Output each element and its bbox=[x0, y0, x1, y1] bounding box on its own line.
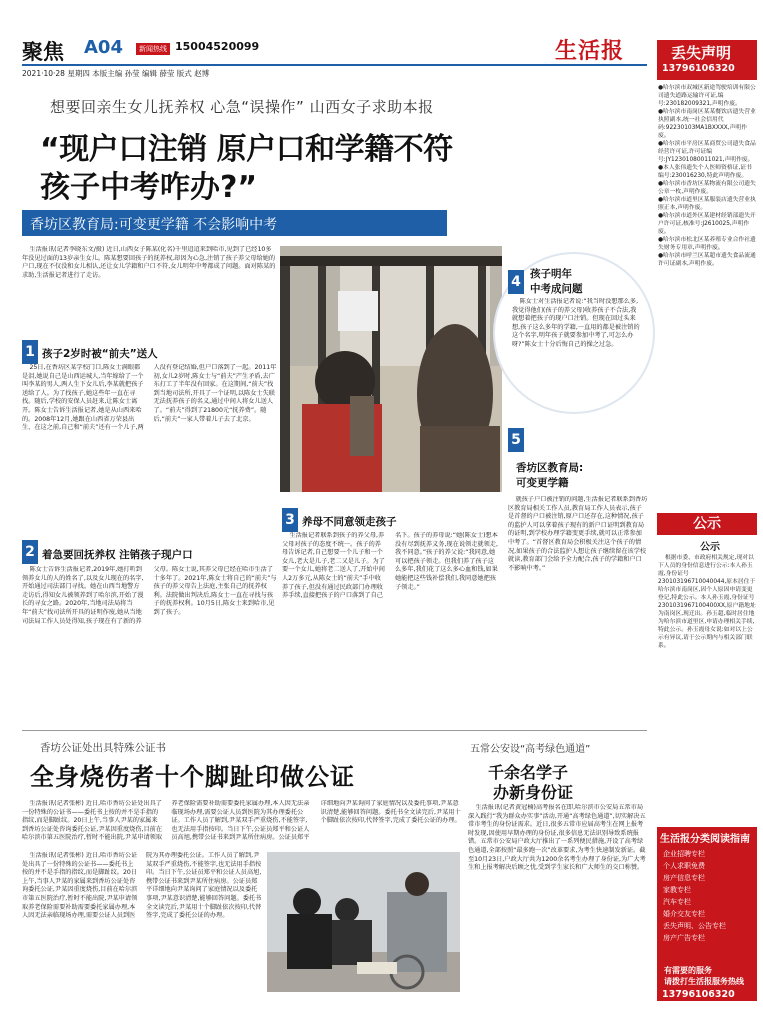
lost-item: ●本人张伟遗失个人医师资格证,证书编号:230016230,特此声明作废。 bbox=[658, 165, 752, 179]
lower-left-kicker: 香坊公证处出具特殊公证书 bbox=[40, 742, 166, 754]
guide-item: 丢失声明、公告专栏 bbox=[663, 922, 726, 930]
lost-item: ●哈尔滨市南岗区某某餐饮店遗失营业执照副本,统一社会信用代码:92230103MA1BXXXX,声明作废。 bbox=[658, 109, 756, 139]
guide-item: 企业招聘专栏 bbox=[663, 850, 705, 858]
lost-notice-phone: 13796106320 bbox=[662, 63, 735, 74]
section-title-5a: 香坊区教育局: bbox=[516, 462, 584, 474]
main-photo bbox=[280, 246, 502, 492]
lower-left-text-bottom: 生活报讯(记者张彬) 近日,哈市香坊公证处出具了一份特殊的公证书——委托书上按的并不是手指的指纹,而是脚趾纹。20日上午,当事人尹某的家属来到香坊公证处咨询委托公证,尹某因重度烧伤,目前在哈尔滨市第五医院治疗,暂时不能出院,尹某申请领取养老保险需要补助需要委托家属办理,本人因无法亲临现场办理,需要公证人员到医院为其办理委托公证。工作人员了解到,尹某双手严重烧伤,不能签字,也无法用手指按印。当日下午,公证员郑平和公证人员高旭,携带公证书来到尹某所住病房。公证员郑平详细地向尹某询问了家庭情况以及委托事项,尹某意识清楚,能够回答问题。委托书全文读完后,尹某用十个脚趾依次按印,代替签字,完成了委托公证的办理。 bbox=[22, 852, 262, 920]
lost-item: ●哈尔滨市道里区某服装店遗失营业执照正本,声明作废。 bbox=[658, 197, 756, 211]
notary-photo bbox=[267, 852, 460, 992]
guide-item: 房产信息专栏 bbox=[663, 874, 705, 882]
section-title-5b: 可变更学籍 bbox=[516, 477, 569, 489]
lower-right-kicker: 五常公安设“高考绿色通道” bbox=[470, 744, 591, 755]
section-title-2: 着急要回抚养权 注销孩子现户口 bbox=[42, 549, 193, 561]
guide-tail-1: 有需要的服务 bbox=[664, 966, 712, 975]
section-divider bbox=[22, 730, 647, 731]
lower-left-text-top: 生活报讯(记者张彬) 近日,哈市香坊公证处出具了一份特殊的公证书——委托书上按的并不是手指的指纹,而是脚趾纹。20日上午,当事人尹某的家属来到香坊公证处咨询委托公证,尹某因重度烧伤,目前在哈尔滨市第五医院治疗,暂时不能出院,尹某申请领取养老保险需要补助需要委托家属办理,本人因无法亲临现场办理,需要公证人员到医院为其办理委托公证。工作人员了解到,尹某双手严重烧伤,不能签字,也无法用手指按印。当日下午,公证员郑平和公证人员高旭,携带公证书来到尹某所住病房。公证员郑平详细地向尹某询问了家庭情况以及委托事项,尹某意识清楚,能够回答问题。委托书全文读完后,尹某用十个脚趾依次按印,代替签字,完成了委托公证的办理。 bbox=[22, 800, 461, 842]
main-headline-line1: “现户口注销 原户口和学籍不符 bbox=[40, 132, 453, 167]
main-headline-line2: 孩子中考咋办?” bbox=[40, 170, 258, 205]
main-lead: 生活报讯(记者李晓东文/摄) 近日,山西女子陈某(化名)千里迢迢来到哈市,见到了已经10多年没见过面的13岁亲生女儿。陈某想要回孩子的抚养权,却因为心急,注销了孩子养父母给她的户口,现在不仅没和女儿相认,还让女儿学籍和户口不符,女儿明年中考都成了问题。面对陈某的求助,生活报记者进行了走访。 bbox=[22, 246, 276, 279]
hotline-number: 15004520099 bbox=[175, 40, 260, 53]
guide-tail-2: 请拨打生活报服务热线 bbox=[664, 977, 744, 986]
lost-notice-list bbox=[658, 84, 756, 509]
section-number-5: 5 bbox=[508, 428, 524, 452]
edition-meta: 2021·10·28 星期四 本版主编 孙莹 编辑 薛莹 版式 赵博 bbox=[22, 69, 210, 78]
lower-right-headline-2: 办新身份证 bbox=[493, 783, 574, 802]
public-notice-text: 根据市委、市政府相关规定,现对以下人员的身份信息进行公示:本人孙玉霞,身份证号230103196710040044,原本居住于哈尔滨市南岗区,因个人原因申请变更登记,特此公示。本人孙玉霞,身份证号2301031967100400XX,原户籍地址为南岗区,现迁出。孙玉超,临时居住地为哈尔滨市道里区,申请办理相关手续,特此公示。孙玉霞母女说:如对以上公示有异议,请于公示期内与相关部门联系。 bbox=[658, 555, 756, 649]
lower-right-headline-1: 千余名学子 bbox=[488, 763, 569, 782]
guide-item: 婚介交友专栏 bbox=[663, 910, 705, 918]
main-kicker: 想要回亲生女儿抚养权 心急“误操作” 山西女子求助本报 bbox=[50, 98, 434, 116]
guide-item: 家教专栏 bbox=[663, 886, 691, 894]
public-notice-title: 公示 bbox=[657, 513, 757, 535]
section-title-1: 孩子2岁时被“前夫”送人 bbox=[42, 348, 158, 360]
lower-right-text: 生活报讯(记者黄冠楠)高考报名在即,哈尔滨市公安局五常市局深入践行“我为群众办实事”活动,开通“高考绿色通道”,切实解决五常市考生的身份证需求。近日,很多五常市应届高考生在网上报考时发现,因使用早期办理的身份证,很多信息无法识别导致系统报错。五常市公安局户政大厅推出了一系列便民措施,开设了高考绿色通道,全部按照“最多跑一次”改革要求,为考生快速制发新证。截至10月23日,户政大厅共为1200余名考生办理了身份证,为广大考生和上报考解决后顾之忧,受到学生家长和广大师生的交口称赞。 bbox=[468, 804, 646, 872]
section-text-3: 生活报记者联系到孩子的养父母,养父母对孩子的态度不统一。孩子的养母告诉记者,自己想要一个儿子和一个女儿,老大是儿子,老二又是儿子。为了要一个女儿,她将老二送人了,开始中间人2万多元,从陈女士的“前夫”手中收养了孩子,但没有通过民政部门办理收养手续,直接把孩子的户口落到了自己名下。孩子的养母说:“她(陈女士)想本没有尽到抚养义务,现在说领走就领走,我不同意。”孩子的养父说:“我同意,她可以把孩子领走。但我们养了孩子这么多年,我们花了这么多心血和钱,如果她能把这些钱补偿我们,我同意她把孩子领走。” bbox=[282, 532, 498, 600]
public-notice-subtitle: 公示 bbox=[700, 542, 720, 553]
section-title-3: 养母不同意领走孩子 bbox=[302, 516, 397, 528]
guide-phone: 13796106320 bbox=[662, 989, 735, 1000]
page-number: A04 bbox=[84, 37, 123, 58]
lost-item: ●哈尔滨市松北区某养殖专业合作社遗失财务专用章,声明作废。 bbox=[658, 237, 756, 251]
lost-item: ●哈尔滨市呼兰区某超市遗失食品流通许可证副本,声明作废。 bbox=[658, 253, 756, 267]
reading-guide-title: 生活报分类阅读指南 bbox=[660, 834, 750, 845]
section-number-4: 4 bbox=[508, 270, 524, 294]
hotline-badge: 新闻热线 bbox=[136, 43, 170, 55]
guide-item: 房产广告专栏 bbox=[663, 934, 705, 942]
lost-item: ●哈尔滨市平房区某商贸公司遗失食品经营许可证,许可证编号:JY12301080011021,声明作废。 bbox=[658, 141, 756, 163]
main-subhead: 香坊区教育局:可变更学籍 不会影响中考 bbox=[30, 217, 278, 233]
section-number-1: 1 bbox=[22, 340, 38, 364]
section-text-5: 就孩子户口被注销的问题,生活报记者联系到香坊区教育局相关工作人员,教育局工作人员表示,孩子是首督的户口被注销,原户口还存在,这种情况,孩子的监护人可以拿着孩子现有的新户口证明到教育局的证明,到学校办理学籍变更手续,就可以正常参加中考了。“首督区教育局会积极关注这个孩子的情况,如果孩子的合法监护人想让孩子继续留在该学校就读,教育部门会给予全力配合,孩子的学籍和户口不影响中考。” bbox=[508, 496, 648, 572]
section-number-3: 3 bbox=[282, 508, 298, 532]
section-text-4: 陈女士对生活报记者说:“我当时没想那么多,我觉得他们(孩子的养父母)收养孩子不合法,我就想着把孩子的现户口注销。但现在回过头来想,孩子这么多年的学籍,一直用的都是被注销的这个名字,明年孩子就要参加中考了,可怎么办呀?”陈女士十分后悔自己的操之过急。 bbox=[512, 298, 640, 348]
section-text-1: 25日,在香坊区某学校门口,陈女士满眼都是泪,她说自己是山西运城人,当年嫁给了一个叫李某的男人,两人生下女儿后,李某就把孩子送给了人。为了找孩子,她这些年一直在寻找。随后,学校的安保人员赶来,让陈女士离开。陈女士告诉生活报记者,她是从山西来哈的。2008年12月,她跟在山西省万荣县出生、在这之前,自己和“前夫”还有一个儿子,两人没有登记结婚,但户口落到了一起。2011年初,女儿2岁时,陈女士与“前夫”产生矛盾,去广东打工了半年没有回家。在这期间,“前夫”找到当地司法所,开具了一个证明,以陈女士失联无法抚养孩子的名义,通过中间人将女儿送人了。“前夫”得到了21800元“抚养费”。随后,“前夫”一家人带着儿子去了北京。 bbox=[22, 364, 277, 432]
section-name: 聚焦 bbox=[22, 39, 64, 64]
section-text-2: 陈女士告诉生活报记者,2019年,她打听到领养女儿的人的姓名了,以及女儿现在的名字,开始通过司法部门寻找。她在山西当地警方走访后,得知女儿被领养到了哈尔滨,开始了漫长的寻女之路。2020年,当地司法局将当年“前夫”找司法所开具的证明作废,她从当地司法局工作人员处得知,孩子现在有了新的养父母。陈女士说,其养父母已经在哈市生活了十多年了。2021年,陈女士将自己的“前夫”与孩子的养父母告上法庭,主张自己的抚养权利。法院做出判决后,陈女士一直在寻找与孩子的抚养权利。10月5日,陈女士来到哈市,见到了孩子。 bbox=[22, 566, 277, 625]
guide-item: 汽车专栏 bbox=[663, 898, 691, 906]
lost-item: ●哈尔滨市双城区新途驾驶培训有限公司遗失道路运输许可证,编号:230182009321,声明作废。 bbox=[658, 85, 756, 107]
section-title-4b: 中考成问题 bbox=[530, 283, 583, 295]
lost-item: ●哈尔滨市香坊区某物流有限公司遗失公章一枚,声明作废。 bbox=[658, 181, 756, 195]
lost-notice-title: 丢失声明 bbox=[671, 44, 732, 62]
lost-item: ●哈尔滨市道外区某建材经销部遗失开户许可证,核准号:J2610025,声明作废。 bbox=[658, 213, 756, 235]
guide-item: 个人求职免费 bbox=[663, 862, 705, 870]
section-title-4a: 孩子明年 bbox=[530, 268, 572, 280]
header-rule bbox=[22, 64, 647, 66]
masthead-logo: 生活报 bbox=[555, 38, 625, 64]
reading-guide-list bbox=[663, 848, 726, 944]
lower-left-headline: 全身烧伤者十个脚趾印做公证 bbox=[30, 762, 355, 791]
section-number-2: 2 bbox=[22, 540, 38, 564]
